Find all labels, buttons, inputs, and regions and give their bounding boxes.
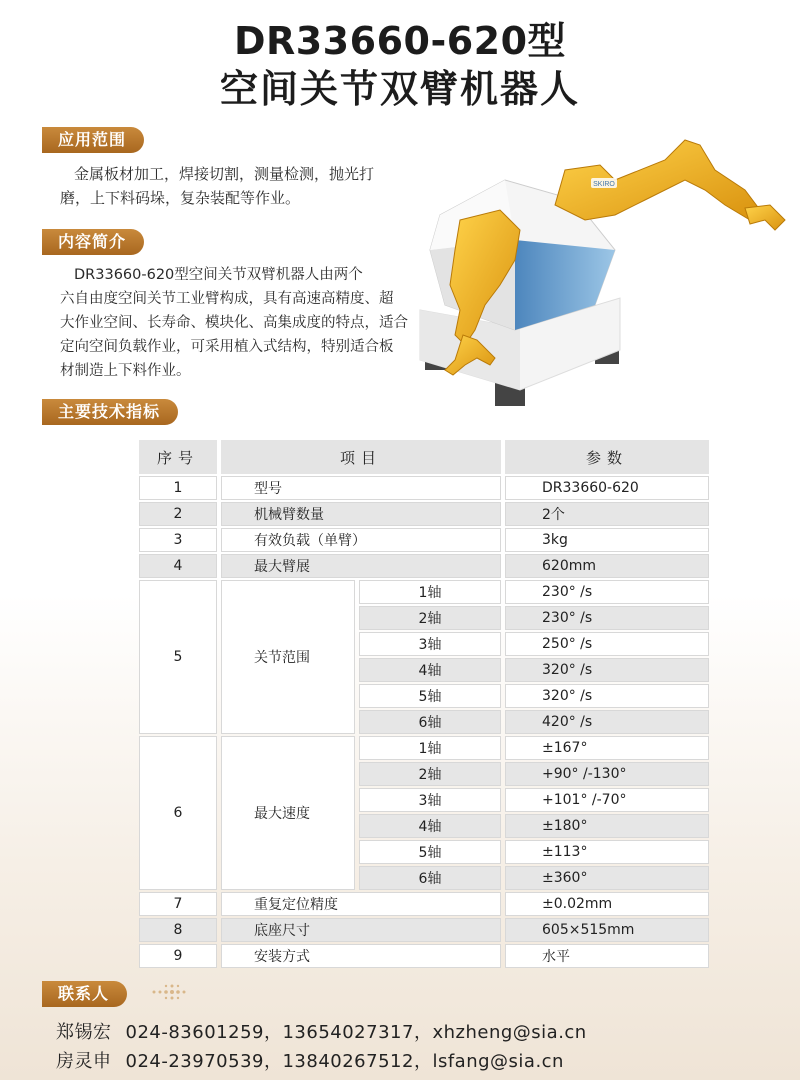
row-no: 4 bbox=[139, 554, 217, 578]
intro-text bbox=[60, 263, 408, 383]
table-row bbox=[139, 476, 709, 500]
robot-right-arm bbox=[555, 140, 760, 220]
row-axis: 6轴 bbox=[359, 710, 501, 734]
row-value: 3kg bbox=[505, 528, 709, 552]
row-axis: 1轴 bbox=[359, 736, 501, 760]
row-item: 重复定位精度 bbox=[221, 892, 501, 916]
robot-badge: SKIRO bbox=[593, 181, 615, 188]
row-value: 420° /s bbox=[505, 710, 709, 734]
row-value: ±113° bbox=[505, 840, 709, 864]
row-axis: 5轴 bbox=[359, 840, 501, 864]
contact-tel: 024-23970539， bbox=[125, 1051, 283, 1072]
row-value: 230° /s bbox=[505, 580, 709, 604]
table-row bbox=[139, 528, 709, 552]
row-value: ±0.02mm bbox=[505, 892, 709, 916]
section-specs-tag: 主要技术指标 bbox=[42, 399, 178, 425]
row-no: 3 bbox=[139, 528, 217, 552]
row-value: ±180° bbox=[505, 814, 709, 838]
contact-name: 房灵申 bbox=[56, 1051, 112, 1072]
table-row bbox=[139, 892, 709, 916]
table-header bbox=[139, 440, 709, 474]
table-row bbox=[139, 554, 709, 578]
section-contact-tag: 联系人 bbox=[42, 981, 127, 1007]
row-value: 水平 bbox=[505, 944, 709, 968]
intro-line: DR33660-620型空间关节双臂机器人由两个 bbox=[74, 267, 363, 283]
row-item: 安装方式 bbox=[221, 944, 501, 968]
row-no: 7 bbox=[139, 892, 217, 916]
row-no: 9 bbox=[139, 944, 217, 968]
row-axis: 5轴 bbox=[359, 684, 501, 708]
row-item: 底座尺寸 bbox=[221, 918, 501, 942]
title-name: 空间关节双臂机器人 bbox=[219, 67, 580, 111]
row-value: 250° /s bbox=[505, 632, 709, 656]
header-value: 参数 bbox=[505, 440, 709, 474]
row-item: 机械臂数量 bbox=[221, 502, 501, 526]
row-value: 230° /s bbox=[505, 606, 709, 630]
section-intro-tag: 内容简介 bbox=[42, 229, 144, 255]
contact-mobile: 13654027317， bbox=[282, 1022, 433, 1043]
application-text bbox=[60, 162, 374, 210]
header-item: 项目 bbox=[221, 440, 501, 474]
spec-table bbox=[135, 438, 713, 970]
section-application-tag: 应用范围 bbox=[42, 127, 144, 153]
row-value: 620mm bbox=[505, 554, 709, 578]
row-axis: 1轴 bbox=[359, 580, 501, 604]
header-no: 序号 bbox=[139, 440, 217, 474]
table-row bbox=[139, 736, 709, 760]
intro-line: 材制造上下料作业。 bbox=[60, 363, 191, 379]
row-value: DR33660-620 bbox=[505, 476, 709, 500]
row-item: 有效负载（单臂） bbox=[221, 528, 501, 552]
row-no: 8 bbox=[139, 918, 217, 942]
robot-illustration bbox=[415, 120, 795, 420]
robot-right-gripper bbox=[745, 205, 785, 230]
application-line: 磨，上下料码垛，复杂装配等作业。 bbox=[60, 189, 301, 207]
row-value: ±360° bbox=[505, 866, 709, 890]
row-value: 320° /s bbox=[505, 684, 709, 708]
table-row bbox=[139, 918, 709, 942]
row-no: 5 bbox=[139, 580, 217, 734]
contact-tel: 024-83601259， bbox=[125, 1022, 283, 1043]
contact-line bbox=[56, 1018, 601, 1044]
row-axis: 2轴 bbox=[359, 606, 501, 630]
contact-mobile: 13840267512， bbox=[282, 1051, 433, 1072]
decorative-dots-icon bbox=[150, 980, 190, 1004]
intro-line: 六自由度空间关节工业臂构成，具有高速高精度、超 bbox=[60, 291, 394, 307]
title-model: DR33660-620型 bbox=[233, 19, 567, 63]
row-value: 605×515mm bbox=[505, 918, 709, 942]
row-value: 2个 bbox=[505, 502, 709, 526]
row-value: ±167° bbox=[505, 736, 709, 760]
row-item: 最大臂展 bbox=[221, 554, 501, 578]
row-axis: 3轴 bbox=[359, 788, 501, 812]
intro-line: 定向空间负载作业，可采用植入式结构，特别适合板 bbox=[60, 339, 394, 355]
row-item: 关节范围 bbox=[221, 580, 355, 734]
row-item: 最大速度 bbox=[221, 736, 355, 890]
table-row bbox=[139, 580, 709, 604]
intro-line: 大作业空间、长寿命、模块化、高集成度的特点，适合 bbox=[60, 315, 408, 331]
table-row bbox=[139, 944, 709, 968]
contact-email[interactable]: xhzheng@sia.cn bbox=[432, 1022, 587, 1043]
row-item: 型号 bbox=[221, 476, 501, 500]
row-value: 320° /s bbox=[505, 658, 709, 682]
row-value: +101° /-70° bbox=[505, 788, 709, 812]
row-axis: 3轴 bbox=[359, 632, 501, 656]
row-axis: 4轴 bbox=[359, 658, 501, 682]
row-value: +90° /-130° bbox=[505, 762, 709, 786]
row-axis: 6轴 bbox=[359, 866, 501, 890]
row-no: 1 bbox=[139, 476, 217, 500]
row-axis: 4轴 bbox=[359, 814, 501, 838]
row-no: 6 bbox=[139, 736, 217, 890]
table-row bbox=[139, 502, 709, 526]
row-no: 2 bbox=[139, 502, 217, 526]
row-axis: 2轴 bbox=[359, 762, 501, 786]
contact-email[interactable]: lsfang@sia.cn bbox=[432, 1051, 564, 1072]
application-line: 金属板材加工，焊接切割，测量检测，抛光打 bbox=[74, 165, 375, 183]
contact-line bbox=[56, 1047, 578, 1073]
contact-name: 郑锡宏 bbox=[56, 1022, 112, 1043]
